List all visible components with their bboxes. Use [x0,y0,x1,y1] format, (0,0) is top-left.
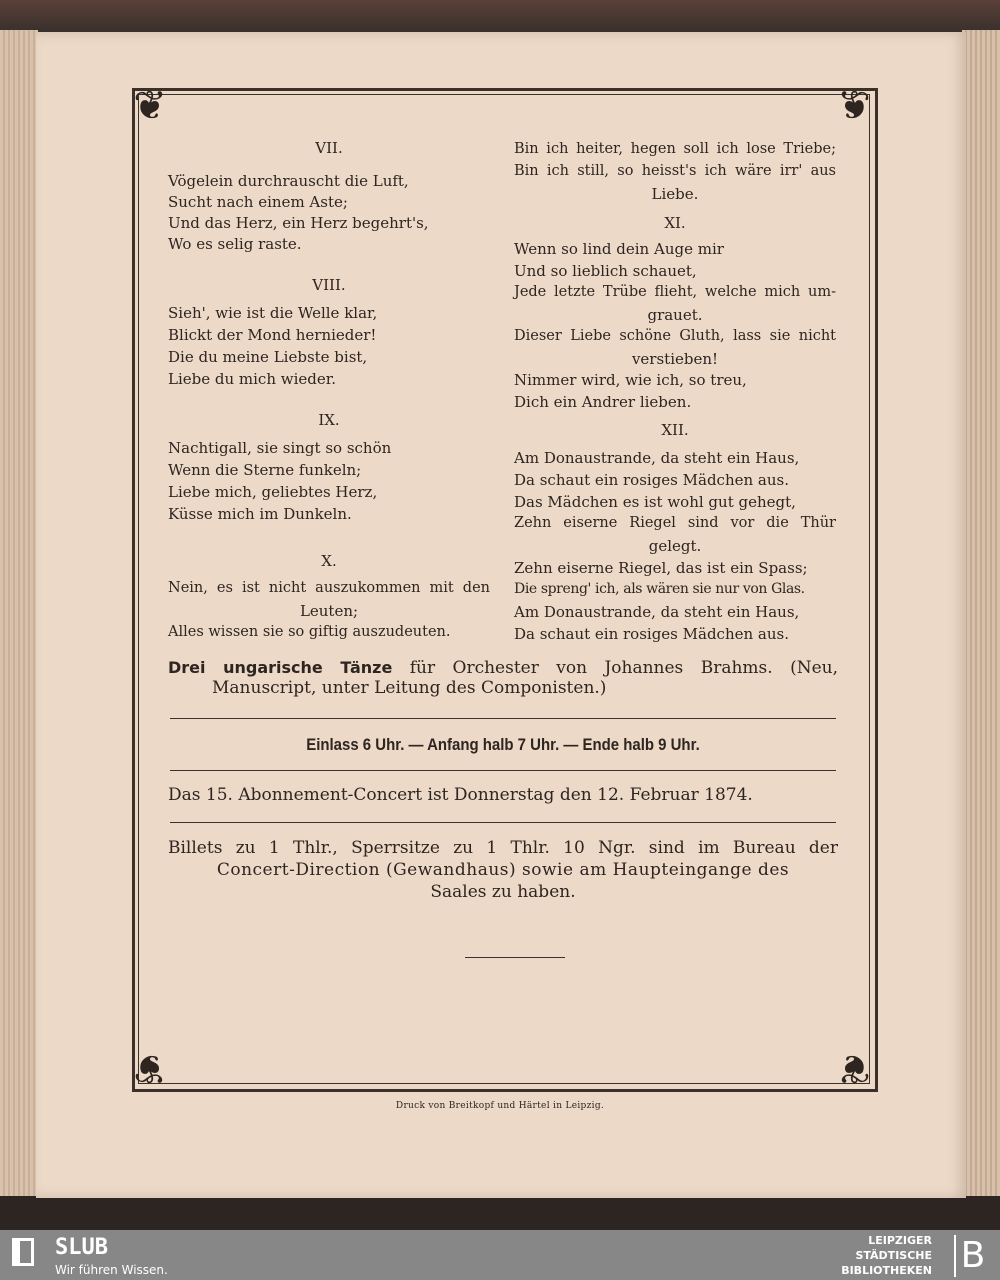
verse-line: Die du meine Liebste bist, [168,348,368,366]
verse-line: Zehn eiserne Riegel sind vor die Thür [514,515,836,531]
verse-line: Jede letzte Trübe flieht, welche mich um- [514,284,836,300]
verse-line: Am Donaustrande, da steht ein Haus, [514,449,800,467]
program-description: für Orchester von Johannes Brahms. (Neu, [392,658,838,678]
ticket-info [168,837,838,903]
book-edge-bottom [0,1196,1000,1230]
verse-line: Leuten; [299,602,359,620]
verse-line: Liebe du mich wieder. [168,370,337,388]
verse-line: Da schaut ein rosiges Mädchen aus. [514,625,789,643]
verse-line: Sucht nach einem Aste; [168,193,348,211]
lsb-line: STÄDTISCHE [855,1249,932,1262]
book-pages-right [962,30,1000,1230]
lsb-line: BIBLIOTHEKEN [841,1264,932,1277]
verse-line: Bin ich heiter, hegen soll ich lose Triebe; [514,141,836,157]
lsb-name[interactable] [841,1233,932,1278]
divider [170,822,836,823]
program-description-line2: Manuscript, unter Leitung des Componisten.) [212,678,607,698]
ornament-corner-icon: ❦ [837,83,871,129]
verse-line: Nein, es ist nicht auszukommen mit den [168,580,490,596]
verse-line: gelegt. [648,537,702,555]
ticket-info-line: Billets zu 1 Thlr., Sperrsitze zu 1 Thlr. 10 Ngr. sind im Bureau der [168,838,838,858]
concert-times: Einlass 6 Uhr. — Anfang halb 7 Uhr. — Ende halb 9 Uhr. [306,735,700,754]
verse-line: grauet. [647,306,703,324]
left-column [168,0,490,660]
slub-name[interactable]: SLUB [55,1235,108,1260]
verse-line: Da schaut ein rosiges Mädchen aus. [514,471,789,489]
verse-line: Wo es selig raste. [168,235,302,253]
verse-line: Nimmer wird, wie ich, so treu, [514,371,747,389]
stanza-heading: VII. [315,139,343,157]
ornament-corner-icon: ❦ [133,83,167,129]
stanza-heading: IX. [318,411,340,429]
verse-line: Alles wissen sie so giftig auszudeuten. [168,624,451,640]
verse-line: Und das Herz, ein Herz begehrt's, [168,214,429,232]
book-pages-left [0,30,38,1230]
program-item [168,658,838,698]
lsb-line: LEIPZIGER [868,1234,932,1247]
verse-line: Liebe. [651,185,699,203]
stanza-heading: VIII. [312,276,346,294]
right-column [514,0,836,660]
verse-line: Die spreng' ich, als wären sie nur von Glas. [514,581,805,597]
verse-line: Nachtigall, sie singt so schön [168,439,392,457]
verse-line: Dieser Liebe schöne Gluth, lass sie nicht [514,328,836,344]
verse-line: Zehn eiserne Riegel, das ist ein Spass; [514,559,808,577]
program-title: Drei ungarische Tänze [168,658,393,677]
divider [170,718,836,719]
verse-line: Liebe mich, geliebtes Herz, [168,483,378,501]
ticket-info-line: Concert-Direction (Gewandhaus) sowie am Haupteingange des [216,860,790,880]
next-concert-notice: Das 15. Abonnement-Concert ist Donnerstag den 12. Februar 1874. [168,785,753,805]
stanza-heading: XII. [661,421,689,439]
verse-line: Wenn so lind dein Auge mir [514,240,724,258]
lsb-logo-icon: B [954,1235,990,1277]
slub-logo-icon [12,1238,34,1266]
verse-line: Am Donaustrande, da steht ein Haus, [514,603,800,621]
stanza-heading: XI. [664,214,686,232]
divider [170,770,836,771]
verse-line: Blickt der Mond hernieder! [168,326,377,344]
printer-imprint: Druck von Breitkopf und Härtel in Leipzig. [395,1101,605,1111]
ticket-info-line: Saales zu haben. [430,882,576,902]
book-edge-top [0,0,1000,32]
verse-line: Und so lieblich schauet, [514,262,697,280]
verse-line: verstieben! [631,350,719,368]
ornament-corner-icon: ❦ [837,1045,871,1091]
footer-bar [0,1230,1000,1280]
ornament-rule [465,957,565,958]
verse-line: Sieh', wie ist die Welle klar, [168,304,378,322]
verse-line: Bin ich still, so heisst's ich wäre irr' aus [514,163,836,179]
slub-tagline: Wir führen Wissen. [55,1263,168,1277]
verse-line: Wenn die Sterne funkeln; [168,461,362,479]
verse-line: Dich ein Andrer lieben. [514,393,692,411]
verse-line: Küsse mich im Dunkeln. [168,505,352,523]
verse-line: Das Mädchen es ist wohl gut gehegt, [514,493,796,511]
stanza-heading: X. [321,552,337,570]
ornament-corner-icon: ❦ [133,1045,167,1091]
verse-line: Vögelein durchrauscht die Luft, [168,172,409,190]
